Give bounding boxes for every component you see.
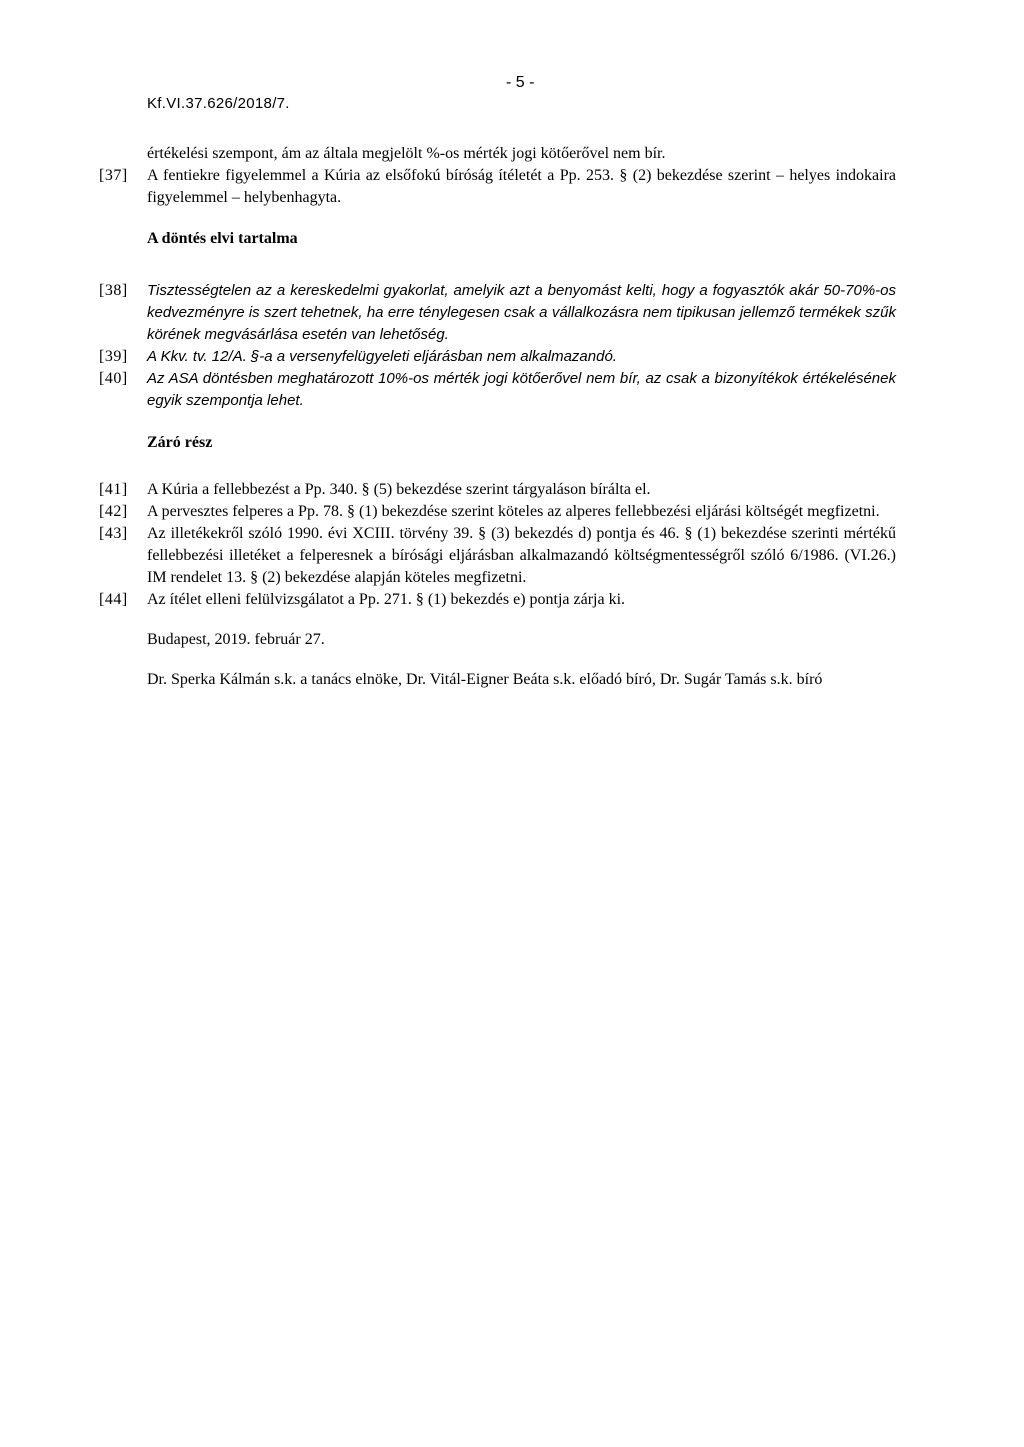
date-line: Budapest, 2019. február 27. [147, 631, 325, 648]
paragraph-text: A Kúria a fellebbezést a Pp. 340. § (5) bekezdése szerint tárgyaláson bírálta el. [147, 481, 651, 498]
case-reference: Kf.VI.37.626/2018/7. [147, 95, 290, 112]
paragraph-number: [40] [99, 370, 128, 387]
paragraph-text: A pervesztes felperes a Pp. 78. § (1) bekezdése szerint köteles az alperes fellebbezési eljárási költségét megfizetni. [147, 503, 880, 520]
paragraph-text: Az ítélet elleni felülvizsgálatot a Pp. 271. § (1) bekezdés e) pontja zárja ki. [147, 591, 626, 608]
paragraph-number: [41] [99, 481, 128, 498]
paragraph-44 [99, 589, 896, 611]
paragraph-37 [99, 165, 896, 209]
paragraph-number: [44] [99, 591, 128, 608]
paragraph-text: Tisztességtelen az a kereskedelmi gyakorlat, amelyik azt a benyomást kelti, hogy a fogyasztók akár 50-70%-os kedvezményre is szert tehetnek, ha erre ténylegesen csak a vállalkozásra nem tipikusan jellemző termékek szűk körének megvásárlása esetén van lehetőség. [147, 282, 896, 343]
paragraph-number: [42] [99, 503, 128, 520]
paragraph-42 [99, 501, 896, 523]
paragraph-text: Az ASA döntésben meghatározott 10%-os mérték jogi kötőerővel nem bír, az csak a bizonyítékok értékelésének egyik szempontja lehet. [147, 370, 896, 409]
paragraph-40 [99, 368, 896, 412]
paragraph-number: [38] [99, 282, 128, 299]
paragraph-number: [43] [99, 525, 128, 542]
signatures: Dr. Sperka Kálmán s.k. a tanács elnöke, Dr. Vitál-Eigner Beáta s.k. előadó bíró, Dr. Sugár Tamás s.k. bíró [147, 671, 823, 688]
section-heading-principle: A döntés elvi tartalma [147, 230, 298, 247]
paragraph-number: [37] [99, 167, 128, 184]
paragraph-text: A Kkv. tv. 12/A. §-a a versenyfelügyeleti eljárásban nem alkalmazandó. [147, 348, 617, 365]
paragraph-43 [99, 523, 896, 589]
intro-line: értékelési szempont, ám az általa megjelölt %-os mérték jogi kötőerővel nem bír. [147, 145, 666, 162]
paragraph-39 [99, 346, 896, 368]
paragraph-number: [39] [99, 348, 128, 365]
judgment-body [99, 143, 896, 691]
page-number: - 5 - [506, 74, 535, 91]
paragraph-text: A fentiekre figyelemmel a Kúria az elsőfokú bíróság ítéletét a Pp. 253. § (2) bekezdése szerint – helyes indokaira figyelemmel – helybenhagyta. [147, 167, 896, 206]
paragraph-41 [99, 479, 896, 501]
section-heading-closing: Záró rész [147, 434, 213, 451]
paragraph-38 [99, 280, 896, 346]
paragraph-text: Az illetékekről szóló 1990. évi XCIII. törvény 39. § (3) bekezdés d) pontja és 46. § (1) bekezdése szerinti mértékű fellebbezési illetéket a felperesnek a bírósági eljárásban alkalmazandó költségmentességről szóló 6/1986. (VI.26.) IM rendelet 13. § (2) bekezdése alapján köteles megfizetni. [147, 525, 896, 586]
